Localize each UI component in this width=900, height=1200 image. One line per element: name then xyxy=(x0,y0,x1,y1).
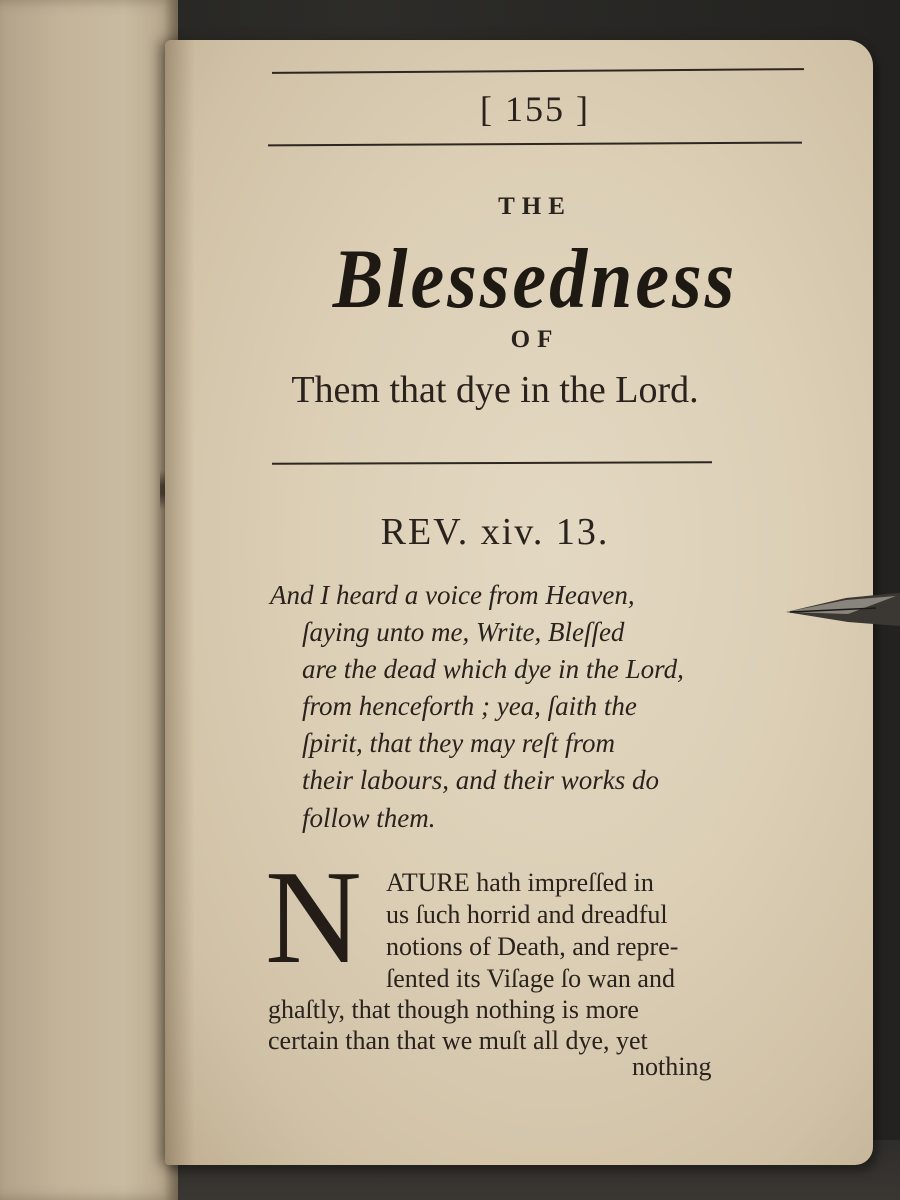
body-line: ſented its Viſage ſo wan and xyxy=(386,964,675,993)
page-number: [ 155 ] xyxy=(480,89,590,129)
left-page xyxy=(0,0,178,1200)
drop-cap: N xyxy=(265,843,362,991)
verse-line: their labours, and their works do xyxy=(302,765,660,795)
verse-line: follow them. xyxy=(302,803,436,833)
verse-line: from henceforth ; yea, ſaith the xyxy=(302,691,637,721)
body-line: notions of Death, and repre- xyxy=(386,932,679,961)
subtitle: Them that dye in the Lord. xyxy=(291,369,699,411)
scripture-reference: REV. xiv. 13. xyxy=(380,511,610,553)
verse-line: ſaying unto me, Write, Bleſſed xyxy=(302,617,625,647)
verse-line: are the dead which dye in the Lord, xyxy=(302,654,684,684)
verse-line: ſpirit, that they may reſt from xyxy=(302,728,615,758)
title-of: OF xyxy=(510,326,560,353)
body-line: us ſuch horrid and dreadful xyxy=(386,900,668,929)
body-line: ghaſtly, that though nothing is more xyxy=(268,995,639,1024)
body-line: nothing xyxy=(632,1052,712,1081)
pen-tip-icon xyxy=(786,588,900,634)
body-line: ATURE hath impreſſed in xyxy=(386,868,654,897)
title-the: THE xyxy=(498,193,572,220)
title-main: Blessedness xyxy=(332,231,738,326)
body-line: certain than that we muſt all dye, yet xyxy=(268,1026,648,1055)
verse-line: And I heard a voice from Heaven, xyxy=(270,580,635,610)
